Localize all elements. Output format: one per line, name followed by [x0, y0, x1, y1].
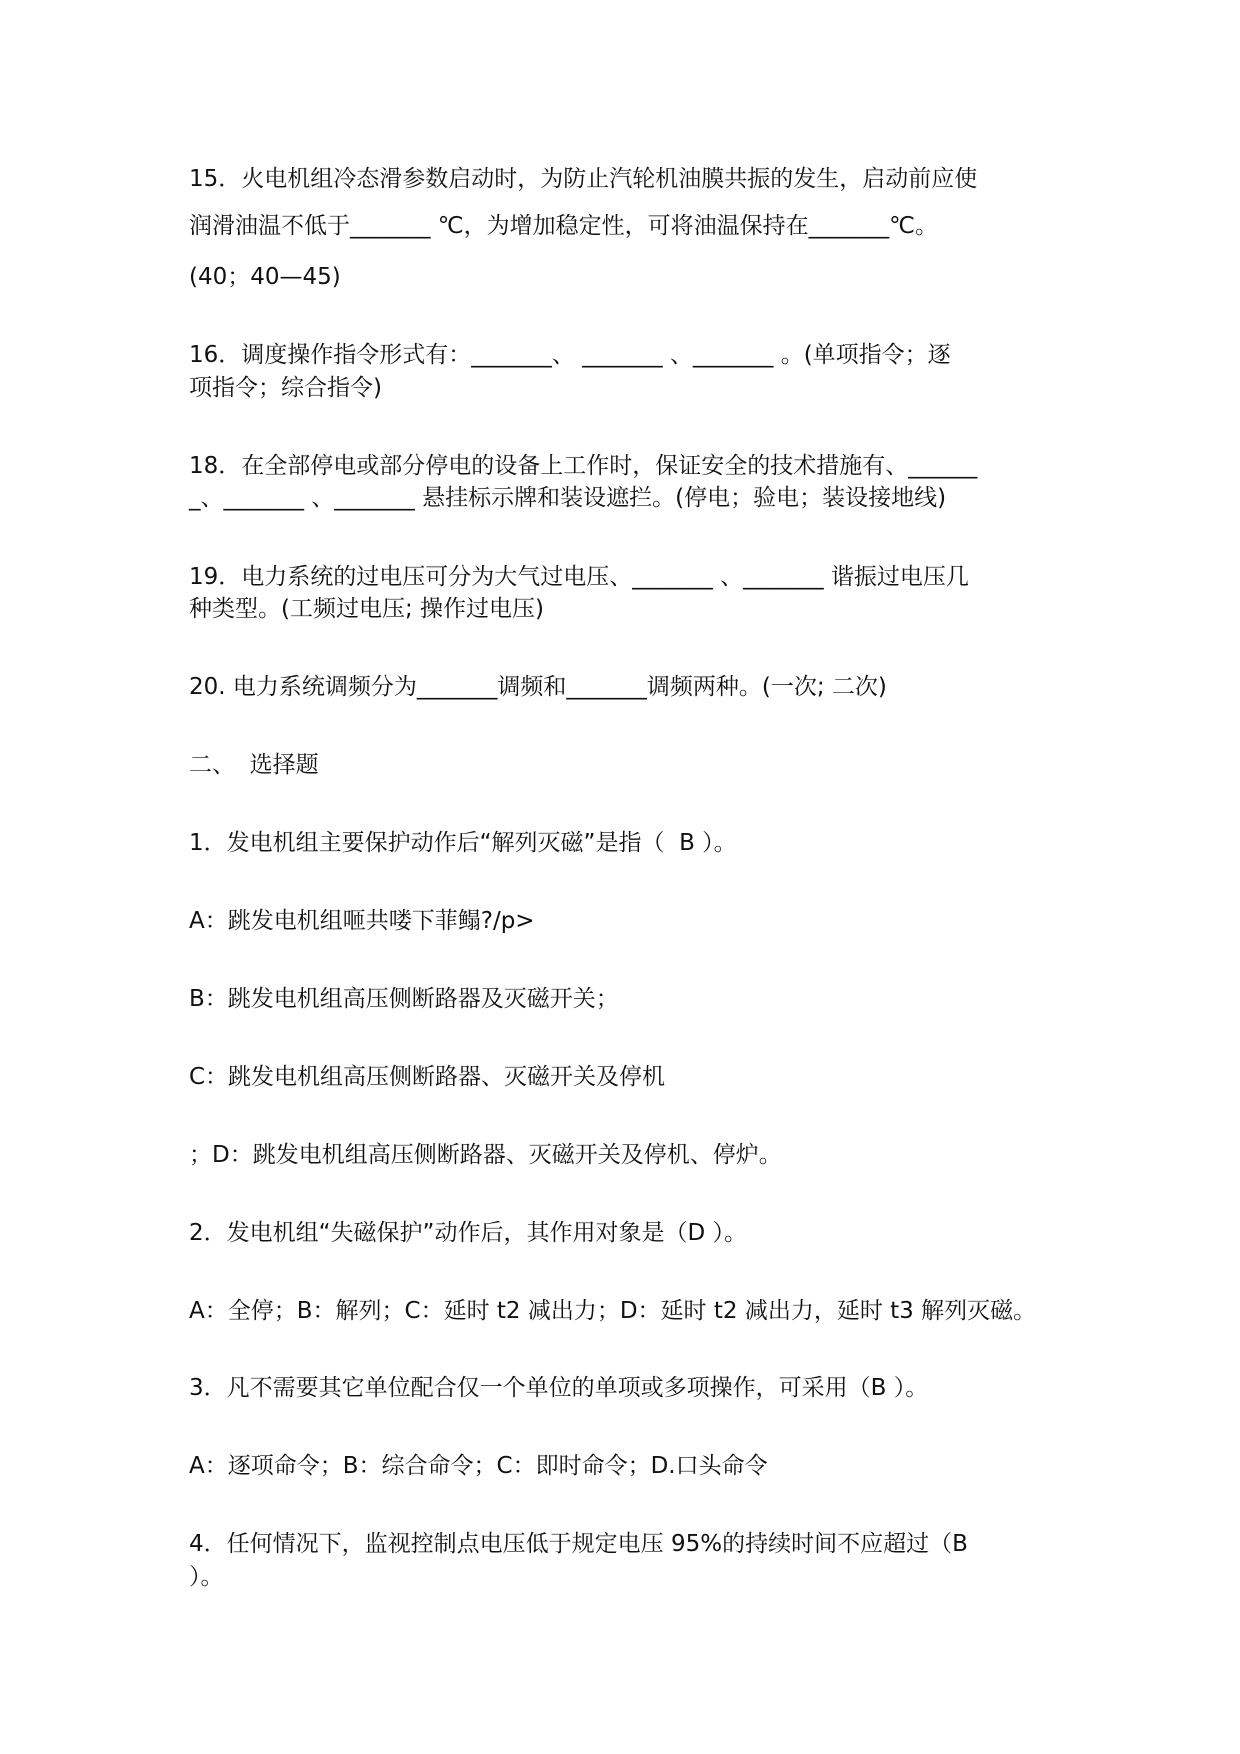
- q18-line-1: 18．在全部停电或部分停电的设备上工作时，保证安全的技术措施有、______: [189, 453, 978, 479]
- q15-answer: (40；40—45): [189, 264, 341, 290]
- q19-line-2: 种类型。(工频过电压; 操作过电压): [189, 596, 545, 622]
- mc-q1-option-d: ；D：跳发电机组高压侧断路器、灭磁开关及停机、停炉。: [189, 1142, 782, 1168]
- q15-line-1: 15．火电机组冷态滑参数启动时，为防止汽轮机油膜共振的发生，启动前应使: [189, 166, 978, 192]
- mc-q3-options: A：逐项命令；B：综合命令；C：即时命令；D.口头命令: [189, 1453, 768, 1479]
- mc-q1-option-a: A：跳发电机组咂共喽下菲鳎?/p>: [189, 908, 535, 934]
- q19-line-1: 19．电力系统的过电压可分为大气过电压、_______ 、_______ 谐振过电压几: [189, 564, 969, 590]
- section-heading: 二、 选择题: [189, 752, 319, 778]
- q16-line-1: 16．调度操作指令形式有：_______、 _______ 、_______ 。(单项指令；逐: [189, 342, 951, 368]
- mc-q4-line-1: 4．任何情况下，监视控制点电压低于规定电压 95%的持续时间不应超过（B: [189, 1531, 968, 1557]
- mc-q4-line-2: ）。: [189, 1564, 224, 1590]
- q18-line-2: _、_______ 、_______ 悬挂标示牌和装设遮拦。(停电；验电；装设接地线): [189, 485, 947, 511]
- q20-line: 20. 电力系统调频分为_______调频和_______调频两种。(一次; 二次): [189, 674, 887, 700]
- q16-line-2: 项指令；综合指令): [189, 375, 382, 401]
- mc-q3: 3．凡不需要其它单位配合仅一个单位的单项或多项操作，可采用（B ）。: [189, 1375, 929, 1401]
- mc-q1-option-c: C：跳发电机组高压侧断路器、灭磁开关及停机: [189, 1064, 666, 1090]
- mc-q1-option-b: B：跳发电机组高压侧断路器及灭磁开关；: [189, 986, 619, 1012]
- mc-q2-options: A：全停；B：解列；C：延时 t2 减出力；D：延时 t2 减出力，延时 t3 解列灭磁。: [189, 1298, 1037, 1324]
- mc-q2: 2．发电机组“失磁保护”动作后，其作用对象是（D ）。: [189, 1220, 747, 1246]
- mc-q1: 1．发电机组主要保护动作后“解列灭磁”是指（ B ）。: [189, 830, 737, 856]
- q15-line-2: 润滑油温不低于_______ ℃，为增加稳定性，可将油温保持在_______℃。: [189, 213, 938, 239]
